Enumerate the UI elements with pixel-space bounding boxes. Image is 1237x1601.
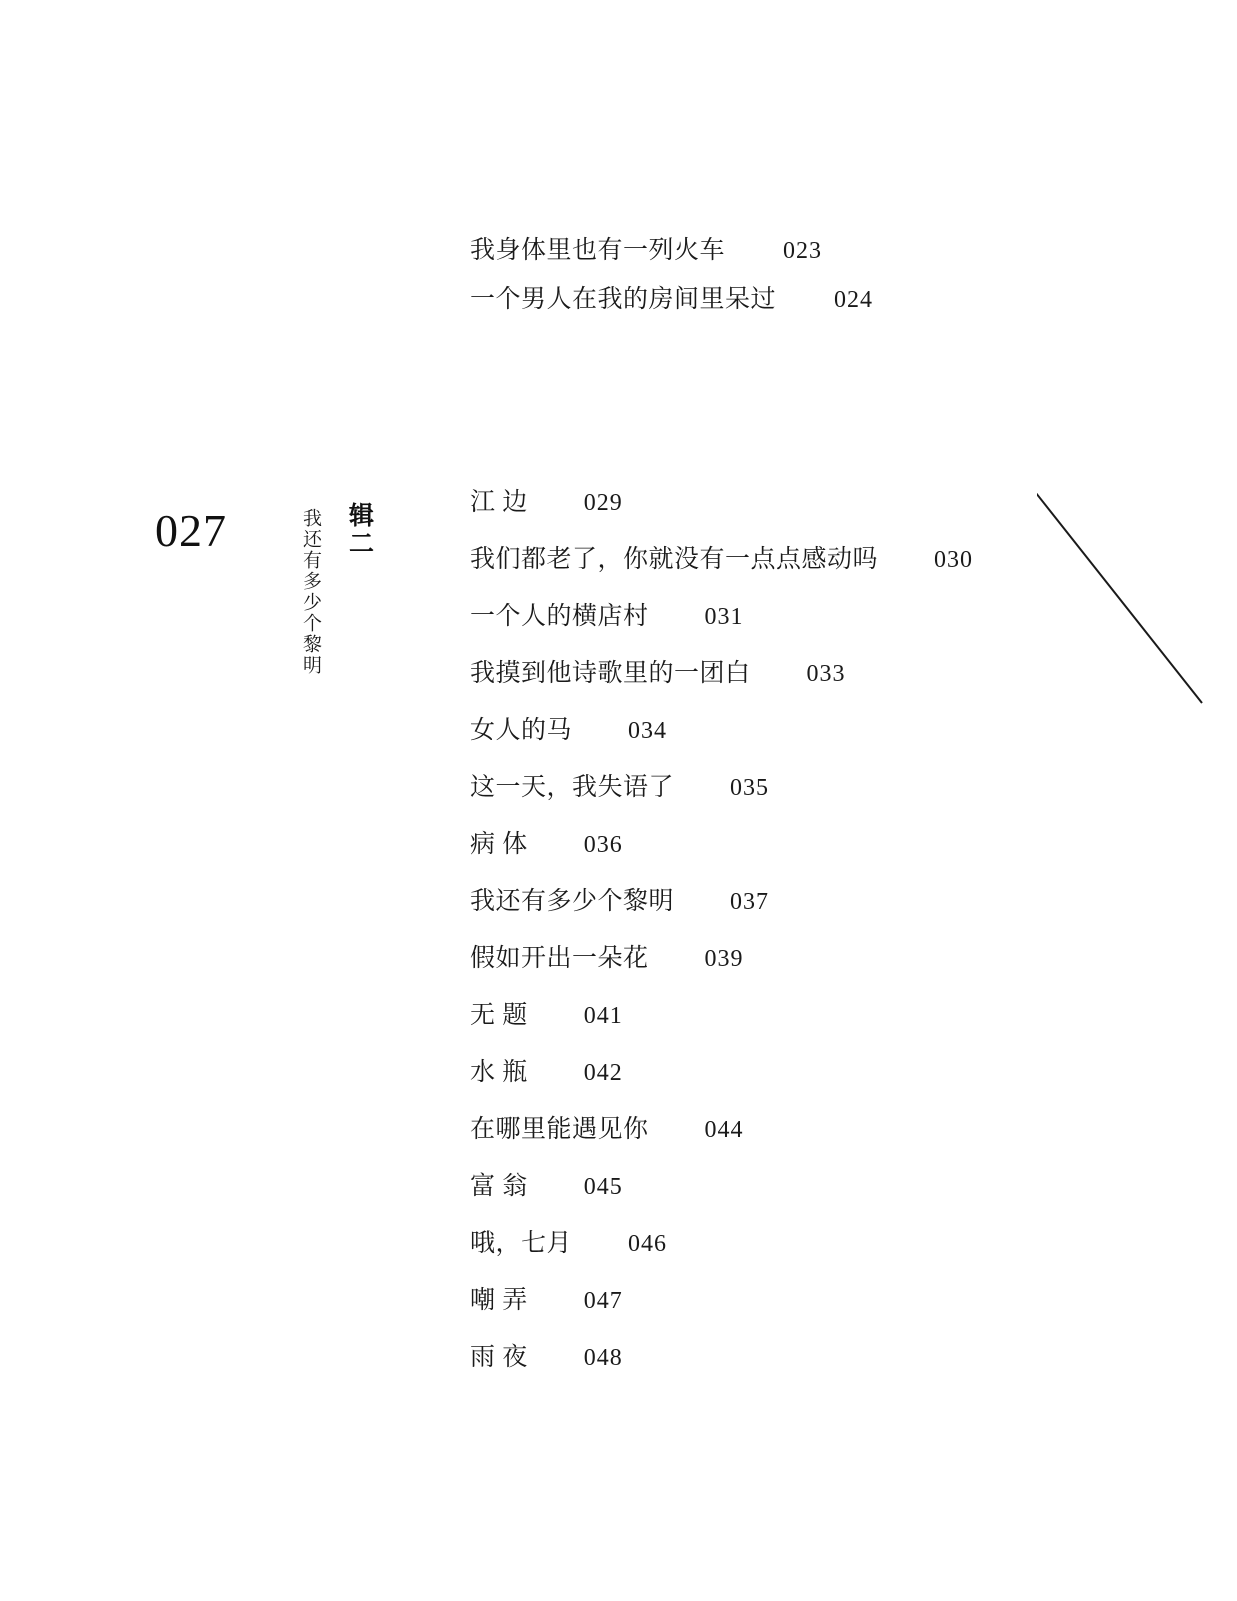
toc-entry bbox=[470, 832, 1170, 866]
toc-entry-page: 024 bbox=[834, 287, 874, 313]
toc-entry bbox=[470, 490, 1170, 524]
toc-entry-page: 041 bbox=[583, 1003, 623, 1029]
toc-entry bbox=[470, 946, 1170, 980]
toc-entry-page: 036 bbox=[583, 832, 623, 858]
toc-entry bbox=[470, 661, 1170, 695]
toc-entry-title: 富 翁 bbox=[470, 1173, 528, 1200]
section-block bbox=[0, 490, 1237, 1410]
toc-entry bbox=[470, 238, 1110, 263]
toc-list bbox=[470, 490, 1170, 1379]
toc-entry bbox=[470, 1003, 1170, 1037]
continued-entries bbox=[470, 238, 1110, 312]
toc-entry-page: 044 bbox=[704, 1117, 744, 1143]
toc-entry-title: 一个男人在我的房间里呆过 bbox=[470, 286, 777, 313]
toc-entry-title: 哦，七月 bbox=[470, 1230, 573, 1257]
toc-entry-page: 034 bbox=[628, 718, 668, 744]
toc-entry-title: 假如开出一朵花 bbox=[470, 945, 649, 972]
toc-entry bbox=[470, 604, 1170, 638]
toc-entry bbox=[470, 1288, 1170, 1322]
toc-entry-page: 035 bbox=[730, 775, 770, 801]
toc-entry bbox=[470, 889, 1170, 923]
toc-entry-page: 048 bbox=[583, 1345, 623, 1371]
toc-entry-title: 嘲 弄 bbox=[470, 1287, 528, 1314]
toc-entry-page: 046 bbox=[628, 1231, 668, 1257]
toc-entry bbox=[470, 1231, 1170, 1265]
toc-entry-title: 我们都老了，你就没有一点点感动吗 bbox=[470, 546, 879, 573]
toc-entry-page: 037 bbox=[730, 889, 770, 915]
toc-entry bbox=[470, 1060, 1170, 1094]
toc-entry-page: 030 bbox=[934, 547, 974, 573]
toc-entry-title: 我摸到他诗歌里的一团白 bbox=[470, 660, 751, 687]
toc-entry-page: 031 bbox=[704, 604, 744, 630]
toc-entry-title: 水 瓶 bbox=[470, 1059, 528, 1086]
toc-entry-title: 在哪里能遇见你 bbox=[470, 1116, 649, 1143]
toc-entry-title: 女人的马 bbox=[470, 717, 573, 744]
section-subtitle: 我还有多少个黎明 bbox=[299, 508, 321, 676]
section-start-page: 027 bbox=[155, 505, 227, 556]
toc-entry-page: 033 bbox=[806, 661, 846, 687]
toc-entry-title: 一个人的横店村 bbox=[470, 603, 649, 630]
toc-entry bbox=[470, 1345, 1170, 1379]
toc-entry-page: 029 bbox=[583, 490, 623, 516]
toc-entry-title: 雨 夜 bbox=[470, 1344, 528, 1371]
toc-entry bbox=[470, 718, 1170, 752]
toc-entry-title: 江 边 bbox=[470, 489, 528, 516]
toc-entry-page: 047 bbox=[583, 1288, 623, 1314]
toc-entry-title: 无 题 bbox=[470, 1002, 528, 1029]
toc-entry bbox=[470, 1117, 1170, 1151]
toc-entry-title: 我还有多少个黎明 bbox=[470, 888, 675, 915]
toc-entry-page: 045 bbox=[583, 1174, 623, 1200]
section-label: 辑二 bbox=[345, 502, 373, 558]
toc-entry-page: 023 bbox=[783, 238, 823, 264]
toc-entry bbox=[470, 547, 1170, 581]
toc-entry-title: 我身体里也有一列火车 bbox=[470, 237, 726, 264]
toc-entry-title: 病 体 bbox=[470, 831, 528, 858]
toc-entry bbox=[470, 287, 1110, 312]
toc-entry bbox=[470, 1174, 1170, 1208]
toc-entry-page: 042 bbox=[583, 1060, 623, 1086]
toc-entry-page: 039 bbox=[704, 946, 744, 972]
toc-entry-title: 这一天，我失语了 bbox=[470, 774, 675, 801]
toc-entry bbox=[470, 775, 1170, 809]
